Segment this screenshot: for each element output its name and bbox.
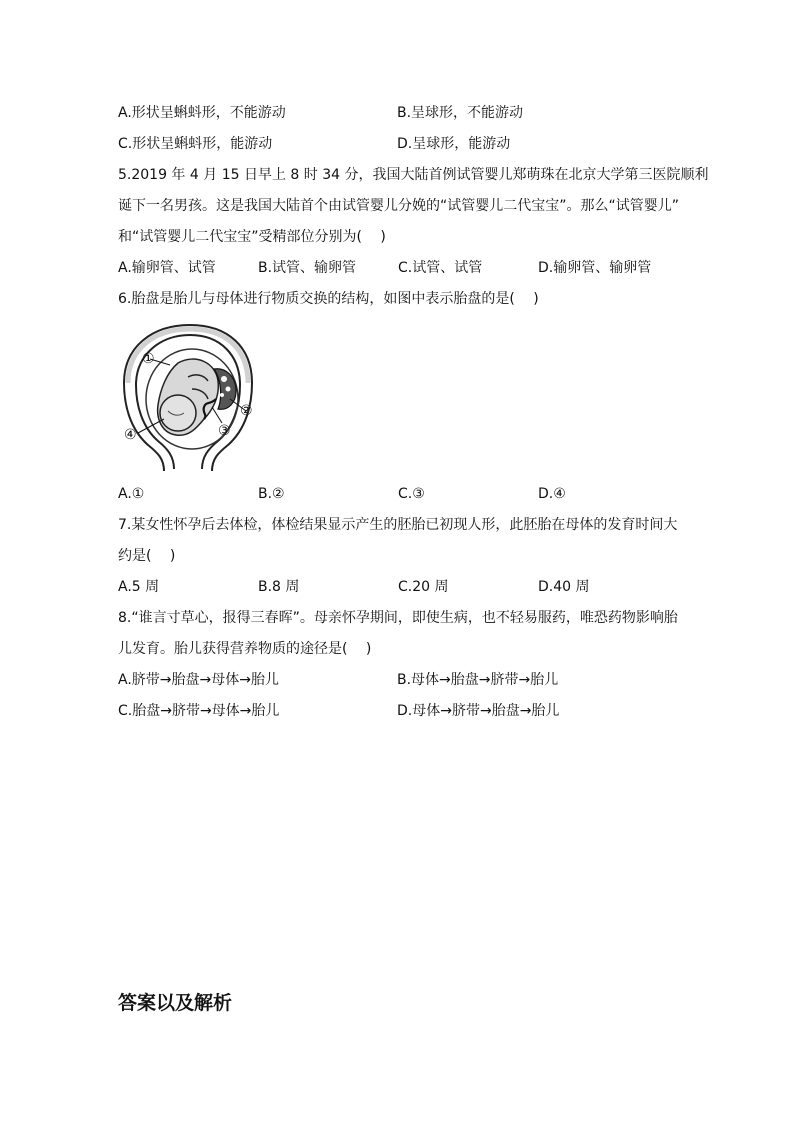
- q8-option-c[interactable]: C.胎盘→脐带→母体→胎儿: [118, 703, 280, 719]
- figure-label-2: ②: [240, 403, 253, 419]
- q7-stem-line-1: 7.某女性怀孕后去体检，体检结果显示产生的胚胎已初现人形，此胚胎在母体的发育时间大: [118, 517, 678, 533]
- q5-stem-line-1: 5.2019 年 4 月 15 日早上 8 时 34 分，我国大陆首例试管婴儿郑萌珠在北京大学第三医院顺利: [118, 167, 709, 183]
- q6-option-a[interactable]: A.①: [118, 486, 145, 502]
- figure-label-4: ④: [124, 427, 137, 443]
- q8-stem-line-2: 儿发育。胎儿获得营养物质的途径是( ): [118, 641, 372, 657]
- q5-option-c[interactable]: C.试管、试管: [398, 260, 483, 276]
- q6-option-d[interactable]: D.④: [538, 486, 566, 502]
- uterus-fetus-illustration: [118, 319, 258, 479]
- q8-option-d[interactable]: D.母体→脐带→胎盘→胎儿: [397, 703, 560, 719]
- q4-option-a[interactable]: A.形状呈蝌蚪形，不能游动: [118, 105, 286, 121]
- q6-options-row: [118, 479, 678, 510]
- q5-option-a[interactable]: A.输卵管、试管: [118, 260, 216, 276]
- q6-stem: 6.胎盘是胎儿与母体进行物质交换的结构，如图中表示胎盘的是( ): [118, 291, 539, 307]
- q5-option-d[interactable]: D.输卵管、输卵管: [538, 260, 652, 276]
- exam-page: [118, 98, 709, 727]
- q7-option-c[interactable]: C.20 周: [398, 579, 449, 595]
- q5-stem-line-2: 诞下一名男孩。这是我国大陆首个由试管婴儿分娩的“试管婴儿二代宝宝”。那么“试管婴儿”: [118, 198, 680, 214]
- q8-option-a[interactable]: A.脐带→胎盘→母体→胎儿: [118, 672, 279, 688]
- q7-option-a[interactable]: A.5 周: [118, 579, 160, 595]
- figure-label-3: ③: [218, 423, 231, 439]
- q8-options-row-2: [118, 696, 678, 727]
- q7-options-row: [118, 572, 678, 603]
- q4-options-row-1: [118, 98, 678, 129]
- uterus-fetus-figure: [118, 319, 258, 479]
- q5-stem-line-3: 和“试管婴儿二代宝宝”受精部位分别为( ): [118, 229, 386, 245]
- q7-stem-line-2: 约是( ): [118, 548, 176, 564]
- q8-stem-line-1: 8.“谁言寸草心，报得三春晖”。母亲怀孕期间，即使生病，也不轻易服药，唯恐药物影响胎: [118, 610, 678, 626]
- q8-options-row-1: [118, 665, 678, 696]
- answers-section-title: 答案以及解析: [118, 992, 233, 1014]
- q5-options-row: [118, 253, 678, 284]
- q4-option-b[interactable]: B.呈球形，不能游动: [397, 105, 524, 121]
- q4-option-c[interactable]: C.形状呈蝌蚪形，能游动: [118, 136, 273, 152]
- q4-option-d[interactable]: D.呈球形，能游动: [397, 136, 511, 152]
- q6-option-b[interactable]: B.②: [258, 486, 285, 502]
- q7-option-b[interactable]: B.8 周: [258, 579, 300, 595]
- q8-option-b[interactable]: B.母体→胎盘→脐带→胎儿: [397, 672, 559, 688]
- q6-option-c[interactable]: C.③: [398, 486, 425, 502]
- figure-label-1: ①: [142, 351, 155, 367]
- q5-option-b[interactable]: B.试管、输卵管: [258, 260, 357, 276]
- q4-options-row-2: [118, 129, 678, 160]
- q7-option-d[interactable]: D.40 周: [538, 579, 590, 595]
